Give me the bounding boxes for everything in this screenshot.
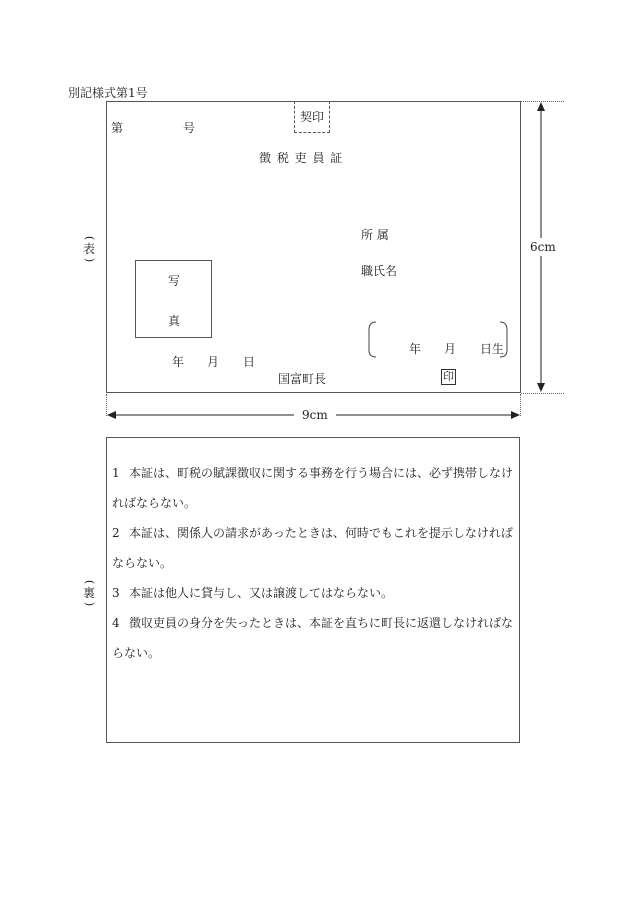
form-label: 別記様式第1号 (68, 86, 148, 100)
note-number: 1 (112, 466, 120, 480)
paren-open: ( (83, 579, 96, 585)
paren-close: ) (83, 601, 96, 607)
note-item (112, 608, 518, 668)
note-item (112, 578, 518, 608)
note-text: 徴収吏員の身分を失ったときは、本証を直ちに町長に返還しなければならない。 (112, 616, 514, 660)
number-suffix: 号 (183, 121, 196, 135)
notes-list (112, 458, 518, 668)
note-text: 本証は他人に貸与し、又は譲渡してはならない。 (129, 586, 394, 600)
dimension-guide-bottom (521, 393, 564, 394)
note-number: 3 (112, 586, 120, 600)
back-side-char: 裏 (82, 586, 95, 600)
height-label: 6cm (530, 240, 556, 254)
paren-close: ) (83, 257, 96, 263)
birth-day: 日生 (480, 342, 505, 356)
note-text: 本証は、関係人の請求があったときは、何時でもこれを提示しなければならない。 (112, 526, 513, 570)
name-label: 職氏名 (361, 264, 398, 278)
photo-label-1: 写 (168, 274, 181, 288)
card-title: 徴 税 吏 員 証 (259, 151, 344, 165)
note-item (112, 518, 518, 578)
issue-year: 年 (172, 355, 185, 369)
note-number: 2 (112, 526, 120, 540)
width-label: 9cm (294, 408, 336, 422)
issuer-name: 国富町長 (278, 372, 327, 386)
note-item (112, 458, 518, 518)
note-text: 本証は、町税の賦課徴収に関する事務を行う場合には、必ず携帯しなければならない。 (112, 466, 514, 510)
affiliation-label: 所 属 (361, 228, 389, 242)
front-side-label (82, 234, 96, 264)
front-side-char: 表 (82, 242, 95, 256)
back-side-label (82, 578, 96, 608)
issue-month: 月 (207, 355, 220, 369)
stamp-mark: 印 (443, 370, 454, 383)
paren-open: ( (83, 235, 96, 241)
birth-year: 年 (409, 342, 422, 356)
seal-label: 契印 (299, 110, 324, 124)
issue-day: 日 (243, 355, 256, 369)
seal-box (294, 101, 330, 133)
birth-month: 月 (444, 342, 457, 356)
photo-label-2: 真 (168, 314, 181, 328)
note-number: 4 (112, 616, 120, 630)
number-prefix: 第 (111, 121, 124, 135)
